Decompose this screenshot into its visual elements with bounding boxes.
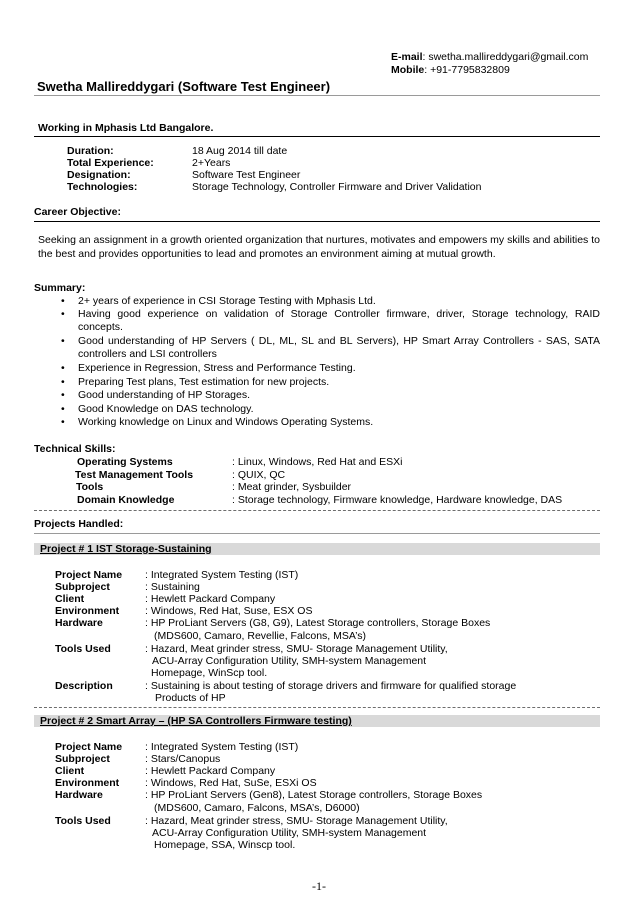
p1-value-hardware-2: (MDS600, Camaro, Revellie, Falcons, MSA’s) [154, 630, 367, 642]
p2-value-subproject: : Stars/Canopus [145, 753, 221, 765]
bullet-7: • [61, 403, 65, 415]
p1-value-name: : Integrated System Testing (IST) [145, 569, 299, 581]
p1-value-environment: : Windows, Red Hat, Suse, ESX OS [145, 605, 313, 617]
career-divider [34, 221, 600, 222]
career-heading: Career Objective: [34, 206, 121, 218]
project-2-title: Project # 2 Smart Array – (HP SA Controllers Firmware testing) [40, 715, 352, 727]
p1-value-tools-1: : Hazard, Meat grinder stress, SMU- Storage Management Utility, [145, 643, 448, 655]
designation-value: Software Test Engineer [192, 169, 301, 181]
bullet-2: • [61, 308, 65, 320]
p2-value-hardware-1: : HP ProLiant Servers (Gen8), Latest Storage controllers, Storage Boxes [145, 789, 483, 801]
bullet-6: • [61, 389, 65, 401]
projects-divider [34, 533, 600, 534]
bullet-8: • [61, 416, 65, 428]
project-1-title: Project # 1 IST Storage-Sustaining [40, 543, 212, 555]
mobile-value: : +91-7795832809 [424, 64, 510, 76]
p2-value-client: : Hewlett Packard Company [145, 765, 276, 777]
skill-label-os: Operating Systems [77, 456, 173, 468]
bullet-4: • [61, 362, 65, 374]
p2-label-client: Client [55, 765, 85, 777]
p1-value-client: : Hewlett Packard Company [145, 593, 276, 605]
p1-value-tools-3: Homepage, WinScp tool. [151, 667, 268, 679]
bullet-3: • [61, 335, 65, 347]
p1-value-subproject: : Sustaining [145, 581, 200, 593]
page-number: -1- [312, 879, 326, 893]
p1-label-description: Description [55, 680, 113, 692]
skills-heading: Technical Skills: [34, 443, 116, 455]
duration-label: Duration: [67, 145, 114, 157]
duration-value: 18 Aug 2014 till date [192, 145, 288, 157]
skill-value-tmt: : QUIX, QC [232, 469, 286, 481]
experience-value: 2+Years [192, 157, 231, 169]
p1-label-name: Project Name [55, 569, 123, 581]
email-label: E-mail [391, 51, 423, 63]
p1-value-description-2: Products of HP [155, 692, 226, 704]
employment-divider [34, 136, 600, 137]
summary-item-7: Good Knowledge on DAS technology. [78, 403, 254, 415]
bullet-1: • [61, 295, 65, 307]
p2-value-hardware-2: (MDS600, Camaro, Falcons, MSA’s, D6000) [154, 802, 360, 814]
employment-heading: Working in Mphasis Ltd Bangalore. [38, 122, 214, 134]
summary-item-8: Working knowledge on Linux and Windows Operating Systems. [78, 416, 374, 428]
skill-value-domain: : Storage technology, Firmware knowledge, Hardware knowledge, DAS [232, 494, 563, 506]
summary-item-2: Having good experience on validation of Storage Controller firmware, driver, Storage technology, RAID concepts. [78, 308, 600, 333]
skill-value-tools: : Meat grinder, Sysbuilder [232, 481, 352, 493]
p1-label-subproject: Subproject [55, 581, 110, 593]
p1-label-hardware: Hardware [55, 617, 103, 629]
p2-label-hardware: Hardware [55, 789, 103, 801]
summary-item-6: Good understanding of HP Storages. [78, 389, 251, 401]
summary-item-1: 2+ years of experience in CSI Storage Testing with Mphasis Ltd. [78, 295, 376, 307]
skills-divider [34, 510, 600, 511]
project-1-title-bar [34, 543, 600, 555]
bullet-5: • [61, 376, 65, 388]
p2-value-environment: : Windows, Red Hat, SuSe, ESXi OS [145, 777, 317, 789]
skill-label-domain: Domain Knowledge [77, 494, 175, 506]
p1-value-hardware-1: : HP ProLiant Servers (G8, G9), Latest Storage controllers, Storage Boxes [145, 617, 491, 629]
summary-heading: Summary: [34, 282, 86, 294]
summary-item-5: Preparing Test plans, Test estimation for new projects. [78, 376, 330, 388]
p2-value-tools-3: Homepage, SSA, Winscp tool. [154, 839, 296, 851]
career-objective-text: Seeking an assignment in a growth oriented organization that nurtures, motivates and empowers my skills and abilities to the best and provides opportunities to lead and promotes an environment aiming at mutual growth. [38, 234, 600, 260]
p2-label-subproject: Subproject [55, 753, 110, 765]
experience-label: Total Experience: [67, 157, 154, 169]
p2-value-tools-2: ACU-Array Configuration Utility, SMH-system Management [152, 827, 427, 839]
p2-value-tools-1: : Hazard, Meat grinder stress, SMU- Storage Management Utility, [145, 815, 448, 827]
p1-label-tools: Tools Used [55, 643, 111, 655]
title-divider [34, 95, 600, 96]
designation-label: Designation: [67, 169, 131, 181]
mobile-line [391, 64, 510, 77]
p2-label-name: Project Name [55, 741, 123, 753]
summary-item-3: Good understanding of HP Servers ( DL, ML, SL and BL Servers), HP Smart Array Controllers - SAS, SATA controllers and LSI controllers [78, 335, 600, 360]
p2-value-name: : Integrated System Testing (IST) [145, 741, 299, 753]
technologies-value: Storage Technology, Controller Firmware and Driver Validation [192, 181, 482, 193]
p1-label-client: Client [55, 593, 85, 605]
project-2-title-bar [34, 715, 600, 727]
skill-label-tools: Tools [76, 481, 104, 493]
email-line [391, 51, 588, 64]
projects-heading: Projects Handled: [34, 518, 124, 530]
skill-label-tmt: Test Management Tools [75, 469, 194, 481]
p2-label-environment: Environment [55, 777, 120, 789]
page-title: Swetha Mallireddygari (Software Test Engineer) [37, 79, 331, 94]
p1-label-environment: Environment [55, 605, 120, 617]
p1-value-description-1: : Sustaining is about testing of storage drivers and firmware for qualified storage [145, 680, 517, 692]
mobile-label: Mobile [391, 64, 425, 76]
skill-value-os: : Linux, Windows, Red Hat and ESXi [232, 456, 403, 468]
p1-value-tools-2: ACU-Array Configuration Utility, SMH-system Management [152, 655, 427, 667]
technologies-label: Technologies: [67, 181, 138, 193]
summary-item-4: Experience in Regression, Stress and Performance Testing. [78, 362, 356, 374]
email-value: : swetha.mallireddygari@gmail.com [422, 51, 589, 63]
project-divider [34, 707, 600, 708]
p2-label-tools: Tools Used [55, 815, 111, 827]
